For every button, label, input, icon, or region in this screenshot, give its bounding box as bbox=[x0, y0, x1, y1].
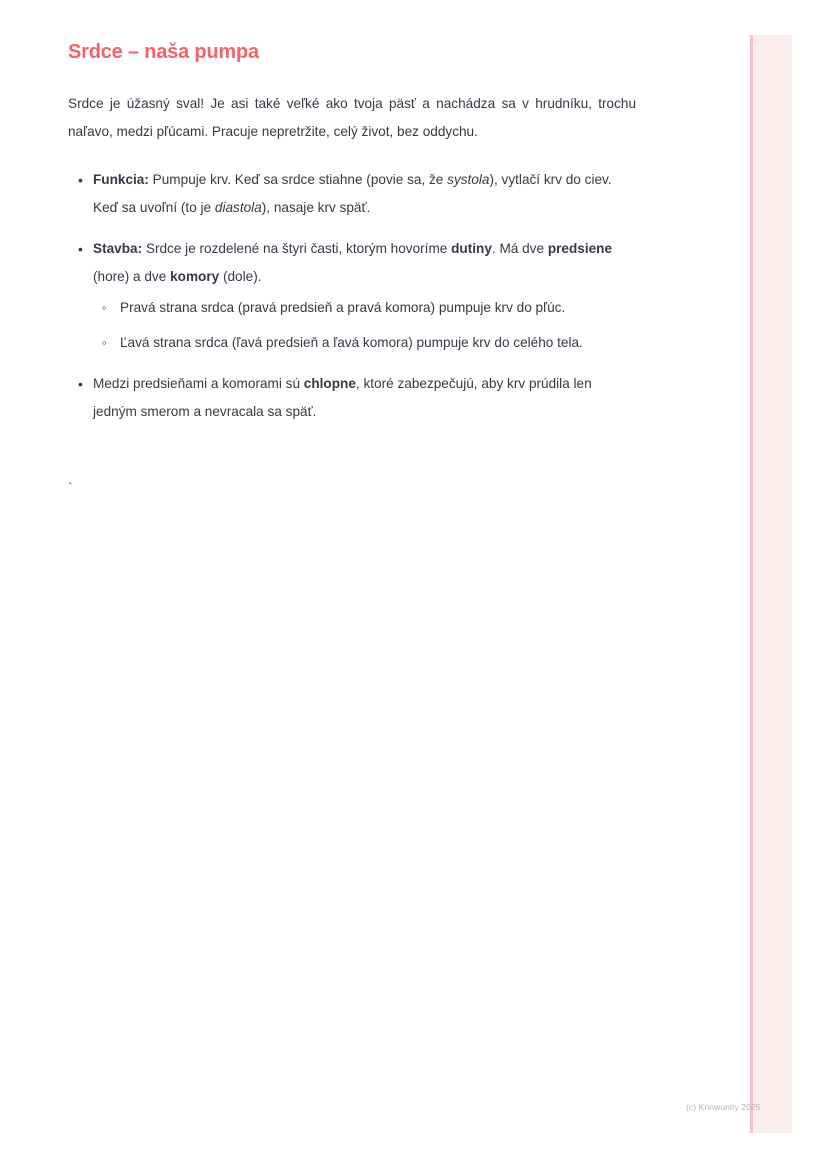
term-diastola: diastola bbox=[214, 200, 262, 215]
bullet-text: ), nasaje krv späť. bbox=[261, 200, 371, 215]
bullet-text: . Má dve bbox=[491, 241, 548, 256]
term-chlopne: chlopne bbox=[303, 376, 356, 391]
list-item bbox=[68, 370, 636, 426]
bullet-text: , ktoré zabezpečujú, aby krv prúdila len jedným smerom a nevracala sa späť. bbox=[93, 376, 592, 419]
sub-bullet-list bbox=[93, 294, 636, 357]
bullet-text: Srdce je rozdelené na štyri časti, ktorým hovoríme bbox=[142, 241, 452, 256]
footer-credit: (c) Knowunity 2025 bbox=[686, 1102, 761, 1112]
main-bullet-list bbox=[68, 166, 636, 426]
bullet-text: Pumpuje krv. Keď sa srdce stiahne (povie sa, že bbox=[148, 172, 448, 187]
bullet-text: (dole). bbox=[219, 269, 262, 284]
term-systola: systola bbox=[447, 172, 490, 187]
bullet-label-funkcia: Funkcia: bbox=[93, 172, 149, 187]
term-komory: komory bbox=[170, 269, 220, 284]
document-content bbox=[68, 40, 636, 439]
term-predsiene: predsiene bbox=[547, 241, 613, 256]
list-item bbox=[68, 166, 636, 222]
intro-paragraph: Srdce je úžasný sval! Je asi také veľké ako tvoja päsť a nachádza sa v hrudníku, trochu naľavo, medzi pľúcami. Pracuje nepretržite, celý život, bez oddychu. bbox=[68, 96, 636, 139]
term-dutiny: dutiny bbox=[451, 241, 492, 256]
list-item: ◦ Pravá strana srdca (pravá predsieň a pravá komora) pumpuje krv do pľúc. bbox=[93, 294, 636, 322]
bullet-label-stavba: Stavba: bbox=[93, 241, 143, 256]
bullet-text: (hore) a dve bbox=[93, 269, 171, 284]
list-item bbox=[68, 235, 636, 357]
bullet-text: ), vytlačí krv do ciev. Keď sa uvoľní (to je bbox=[93, 172, 612, 215]
stray-backtick-mark: ` bbox=[68, 480, 73, 495]
decorative-side-panel bbox=[750, 35, 792, 1133]
bullet-text: Medzi predsieňami a komorami sú bbox=[93, 376, 304, 391]
page-title: Srdce – naša pumpa bbox=[68, 41, 259, 63]
list-item: ◦ Ľavá strana srdca (ľavá predsieň a ľavá komora) pumpuje krv do celého tela. bbox=[93, 329, 636, 357]
